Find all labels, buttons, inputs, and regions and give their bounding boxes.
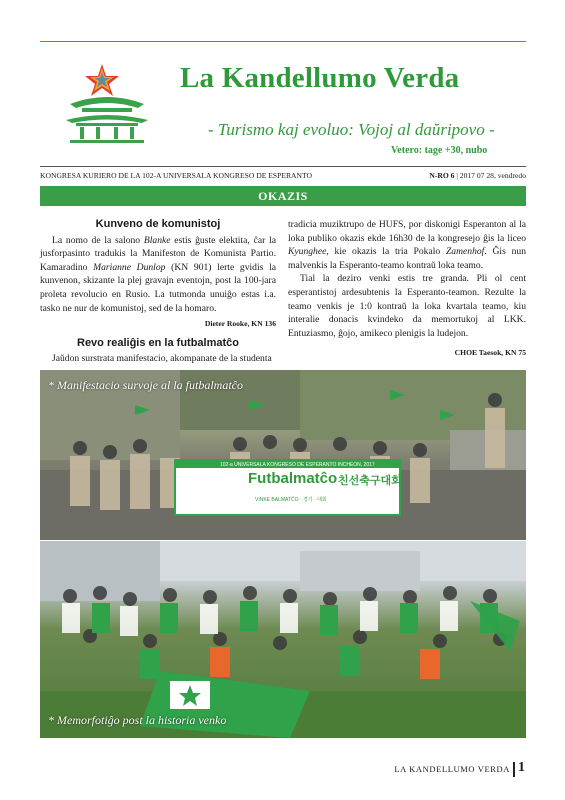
issue-date: | 2017 07 28, vendredo	[454, 171, 526, 180]
top-rule	[40, 41, 526, 42]
kurier-line: KONGRESA KURIERO DE LA 102-A UNIVERSALA KONGRESO DE ESPERANTO	[40, 171, 312, 180]
article2-paragraph-cont: tradicia muziktrupo de HUFS, por diskonigi Esperanton al la loka publiko okazis ekde 16h30 de la kongresejo ĝis la liceo Kyunghee, kie okazis la tria Pokalo Zamenhof. Ĝis nun malvenkis la Esperanto-teamo kontraŭ loka teamo.	[288, 219, 526, 271]
article1-heading: Kunveno de komunistoj	[95, 218, 221, 230]
footer-label: LA KANDELLUMO VERDA	[394, 764, 510, 774]
footer-divider	[513, 762, 515, 777]
weather-info: Vetero: tage +30, nubo	[391, 145, 488, 156]
article2-paragraph-2: Tial la deziro venki estis tre granda. Pli ol cent esperantistoj ardesubtenis la Esperanto-teamon. Rezulte la teamo venkis je 1:0 kontraŭ la loka kvartala teamo, kiu interalie donacis kvindeko da memortukoj al LKK. Entuziasmo, ĝojo, amikeco plenigis la ludejon.	[288, 273, 526, 339]
column-left	[40, 218, 276, 366]
section-banner: OKAZIS	[40, 186, 526, 206]
issue-number: N-RO 6	[429, 171, 455, 180]
photo-caption-1: * Manifestacio survoje al la futbalmatĉo	[48, 378, 243, 392]
page-number: 1	[518, 760, 525, 775]
info-rule	[40, 166, 526, 167]
column-right	[288, 218, 526, 360]
banner-line-1: 102-a UNIVERSALA KONGRESO DE ESPERANTO INCHEON, 2017	[220, 462, 375, 468]
issue-info	[429, 171, 526, 180]
newspaper-title: La Kandellumo Verda	[180, 62, 460, 94]
article1-signature: Dieter Rooke, KN 136	[204, 319, 276, 329]
banner-main: Futbalmatĉo	[248, 470, 338, 487]
banner-korean: 친선축구대회	[338, 474, 402, 487]
article2-signature: CHOE Taesok, KN 75	[454, 348, 526, 358]
team-scene-icon	[40, 541, 526, 738]
demonstration-scene-icon	[40, 370, 526, 540]
article2-paragraph-start: Jaŭdon surstrata manifestacio, akompanate de la studenta	[52, 353, 272, 365]
newspaper-subtitle: - Turismo kaj evoluo: Vojoj al daŭripovo -	[208, 120, 495, 139]
article2-heading: Revo realiĝis en la futbalmatĉo	[77, 336, 239, 349]
kandellumo-logo-icon	[62, 60, 152, 150]
photo-caption-2: * Memorfotiĝo post la historia venko	[48, 713, 227, 727]
banner-line-3: VINKE BALMATĈO · 경기 · 대회	[255, 497, 327, 503]
photo-team	[40, 541, 526, 738]
article1-paragraph: La nomo de la salono Blanke estis ĝuste elektita, ĉar la jusforpasinto tradukis la Manifeston de Komunista Partio. Kamaradino Marianne Dunlop (KN 901) lerte gvidis la kunvenon, skizante la plej gravajn eventojn, post la 100-jara proleta revolucio en Rusio. La tutmonda unuiĝo estas i.a. tasko ne nur de komunistoj, sed de la homaro.	[40, 234, 276, 314]
photo-demonstration	[40, 370, 526, 540]
